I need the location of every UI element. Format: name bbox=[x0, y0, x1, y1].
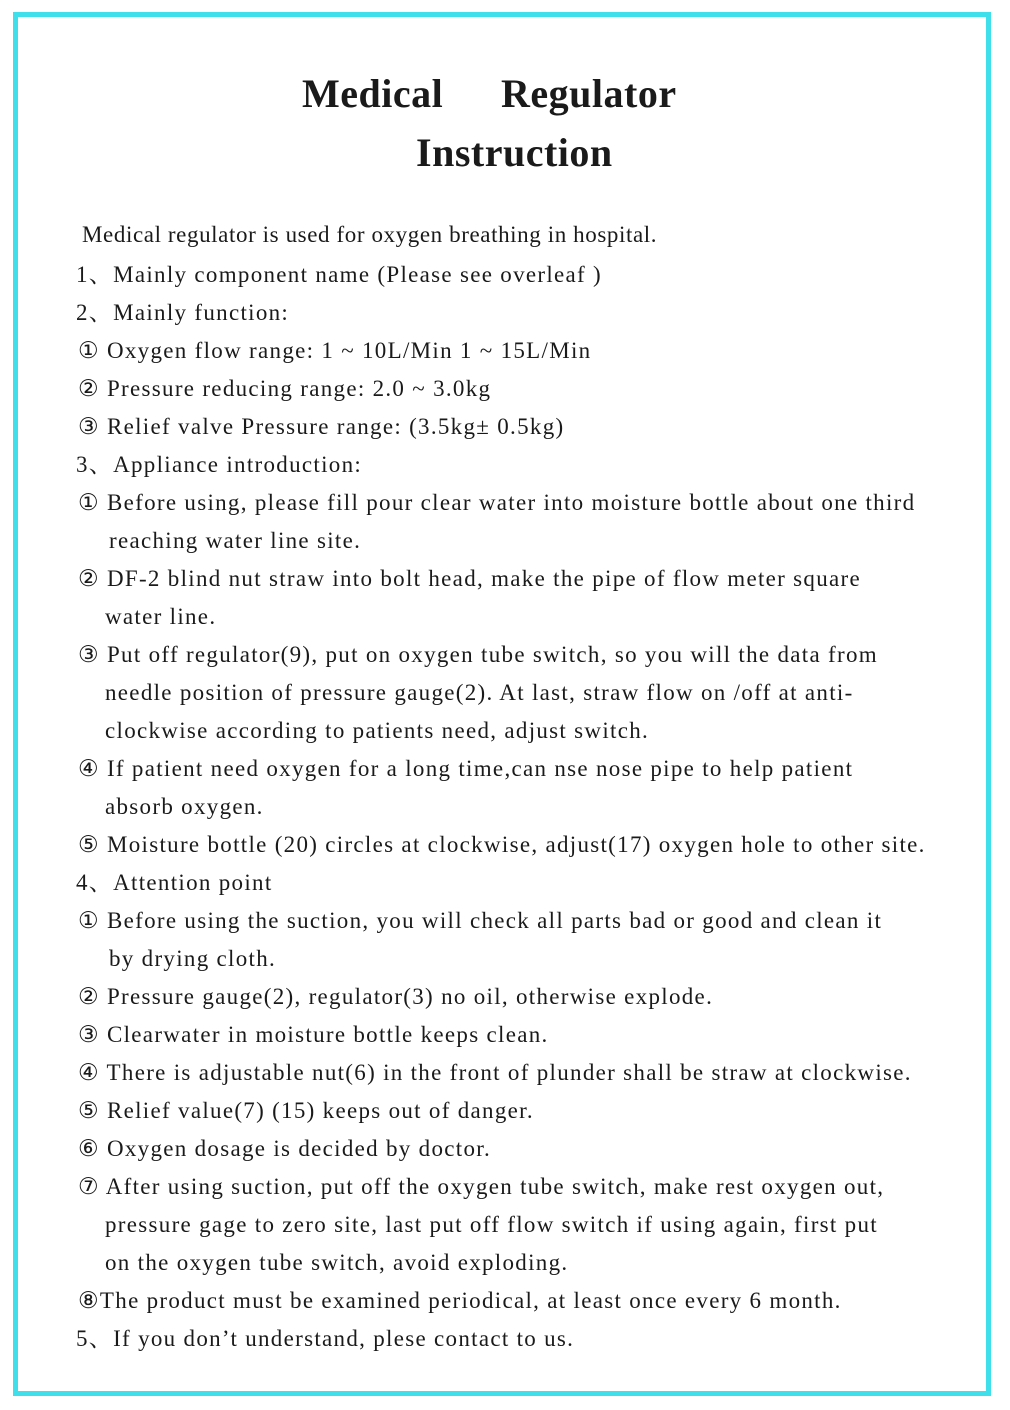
attention-item-1-line-1: ① Before using the suction, you will check all parts bad or good and clean it bbox=[78, 908, 883, 933]
appliance-item-4-line-2: absorb oxygen. bbox=[105, 794, 264, 819]
title-instruction: Instruction bbox=[416, 130, 613, 175]
section-2-heading: 2、Mainly function: bbox=[76, 300, 290, 325]
appliance-item-2-line-2: water line. bbox=[105, 604, 217, 629]
title-regulator: Regulator bbox=[501, 71, 677, 116]
function-item-3: ③ Relief valve Pressure range: (3.5kg± 0.5kg) bbox=[78, 414, 565, 439]
attention-item-7-line-1: ⑦ After using suction, put off the oxygen tube switch, make rest oxygen out, bbox=[78, 1174, 885, 1199]
function-item-1: ① Oxygen flow range: 1 ~ 10L/Min 1 ~ 15L/Min bbox=[78, 338, 592, 363]
appliance-item-1-line-1: ① Before using, please fill pour clear water into moisture bottle about one third bbox=[78, 490, 916, 515]
section-3-heading: 3、Appliance introduction: bbox=[76, 452, 363, 477]
appliance-item-4-line-1: ④ If patient need oxygen for a long time,can nse nose pipe to help patient bbox=[78, 756, 854, 781]
title-medical: Medical bbox=[302, 71, 444, 116]
attention-item-2: ② Pressure gauge(2), regulator(3) no oil, otherwise explode. bbox=[78, 984, 714, 1009]
attention-item-1-line-2: by drying cloth. bbox=[109, 946, 277, 971]
section-5-contact: 5、If you don’t understand, plese contact to us. bbox=[76, 1326, 575, 1351]
attention-item-7-line-3: on the oxygen tube switch, avoid exploding. bbox=[105, 1250, 569, 1275]
appliance-item-3-line-2: needle position of pressure gauge(2). At last, straw flow on /off at anti- bbox=[105, 680, 854, 705]
intro-text: Medical regulator is used for oxygen breathing in hospital. bbox=[82, 222, 658, 247]
attention-item-4: ④ There is adjustable nut(6) in the front of plunder shall be straw at clockwise. bbox=[78, 1060, 912, 1085]
attention-item-8: ⑧The product must be examined periodical, at least once every 6 month. bbox=[78, 1288, 842, 1313]
appliance-item-3-line-3: clockwise according to patients need, adjust switch. bbox=[105, 718, 650, 743]
attention-item-6: ⑥ Oxygen dosage is decided by doctor. bbox=[78, 1136, 491, 1161]
section-4-heading: 4、Attention point bbox=[76, 870, 273, 895]
attention-item-5: ⑤ Relief value(7) (15) keeps out of danger. bbox=[78, 1098, 534, 1123]
section-1-heading: 1、Mainly component name (Please see overleaf ) bbox=[76, 262, 603, 287]
appliance-item-1-line-2: reaching water line site. bbox=[109, 528, 362, 553]
function-item-2: ② Pressure reducing range: 2.0 ~ 3.0kg bbox=[78, 376, 492, 401]
appliance-item-3-line-1: ③ Put off regulator(9), put on oxygen tube switch, so you will the data from bbox=[78, 642, 878, 667]
appliance-item-5-line-1: ⑤ Moisture bottle (20) circles at clockwise, adjust(17) oxygen hole to other site. bbox=[78, 832, 926, 857]
attention-item-7-line-2: pressure gage to zero site, last put off flow switch if using again, first put bbox=[105, 1212, 878, 1237]
attention-item-3: ③ Clearwater in moisture bottle keeps clean. bbox=[78, 1022, 549, 1047]
appliance-item-2-line-1: ② DF-2 blind nut straw into bolt head, make the pipe of flow meter square bbox=[78, 566, 862, 591]
